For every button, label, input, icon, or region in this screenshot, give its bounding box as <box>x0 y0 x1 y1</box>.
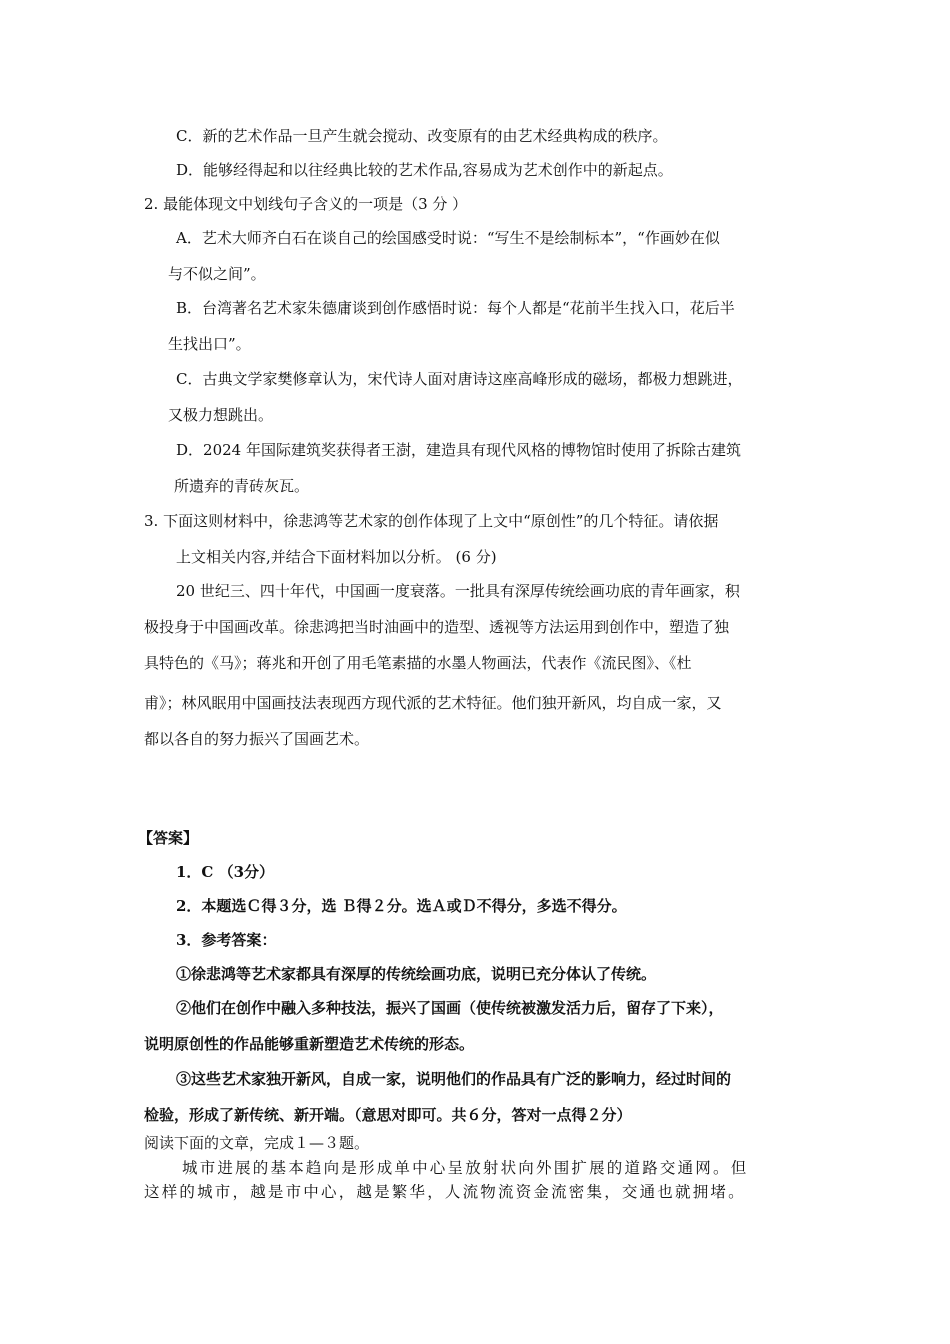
q3-material-line4: 甫》；林风眠用中国画技法表现西方现代派的艺术特征。他们独开新风，均自成一家，又 <box>144 694 722 712</box>
answer-heading: 【答案】 <box>138 829 199 847</box>
q2-option-c-line1: C．古典文学家樊修章认为，宋代诗人面对唐诗这座高峰形成的磁场，都极力想跳进， <box>176 370 743 388</box>
q2-option-a-line1: A．艺术大师齐白石在谈自己的绘国感受时说：“写生不是绘制标本”，“作画妙在似 <box>176 229 720 247</box>
answer-2: 2．本题选Ｃ得３分，选 Ｂ得２分。选Ａ或Ｄ不得分，多选不得分。 <box>176 897 627 915</box>
q2-option-b-line1: B．台湾著名艺术家朱德庸谈到创作感悟时说：每个人都是“花前半生找入口，花后半 <box>176 299 735 317</box>
next-passage-instruction: 阅读下面的文章，完成１—３题。 <box>144 1134 370 1152</box>
answer-3-point-1: ①徐悲鸿等艺术家都具有深厚的传统绘画功底，说明已充分体认了传统。 <box>176 965 657 983</box>
q1-option-d: D．能够经得起和以往经典比较的艺术作品,容易成为艺术创作中的新起点。 <box>176 161 673 179</box>
q2-option-c-line2: 又极力想跳出。 <box>168 406 274 424</box>
q3-material-line3: 具特色的《马》；蒋兆和开创了用毛笔素描的水墨人物画法，代表作《流民图》、《杜 <box>144 654 692 672</box>
answer-3-point-2-line2: 说明原创性的作品能够重新塑造艺术传统的形态。 <box>144 1035 475 1053</box>
q3-material-line2: 极投身于中国画改革。徐悲鸿把当时油画中的造型、透视等方法运用到创作中，塑造了独 <box>144 618 730 636</box>
q2-option-b-line2: 生找出口”。 <box>168 335 251 353</box>
answer-3-point-3-line1: ③这些艺术家独开新风，自成一家，说明他们的作品具有广泛的影响力，经过时间的 <box>176 1070 732 1088</box>
q2-stem: 2. 最能体现文中划线句子含义的一项是（3 分 ） <box>144 195 468 213</box>
answer-3-point-2-line1: ②他们在创作中融入多种技法，振兴了国画（使传统被激发活力后，留存了下来）， <box>176 999 724 1017</box>
answer-3-point-3-line2: 检验，形成了新传统、新开端。（意思对即可。共６分，答对一点得２分） <box>144 1106 632 1124</box>
q2-option-a-line2: 与不似之间”。 <box>168 265 266 283</box>
q3-stem-line1: 3. 下面这则材料中，徐悲鸿等艺术家的创作体现了上文中“原创性”的几个特征。请依据 <box>144 512 719 530</box>
q2-option-d-line2: 所遗弃的青砖灰瓦。 <box>174 477 310 495</box>
q3-material-line5: 都以各自的努力振兴了国画艺术。 <box>144 730 370 748</box>
answer-3: 3．参考答案： <box>176 931 277 949</box>
next-passage-line2: 这样的城市，越是市中心，越是繁华，人流物流资金流密集，交通也就拥堵。 <box>144 1183 746 1201</box>
q3-stem-line2: 上文相关内容,并结合下面材料加以分析。 (6 分) <box>176 548 497 566</box>
q2-option-d-line1: D．2024 年国际建筑奖获得者王澍，建造具有现代风格的博物馆时使用了拆除古建筑 <box>176 441 741 459</box>
next-passage-line1: 城市进展的基本趋向是形成单中心呈放射状向外围扩展的道路交通网。但 <box>182 1159 749 1177</box>
q1-option-c: C．新的艺术作品一旦产生就会搅动、改变原有的由艺术经典构成的秩序。 <box>176 127 668 145</box>
answer-1: 1．C （3分） <box>176 863 275 881</box>
q3-material-line1: 20 世纪三、四十年代，中国画一度衰落。一批具有深厚传统绘画功底的青年画家，积 <box>176 582 740 600</box>
